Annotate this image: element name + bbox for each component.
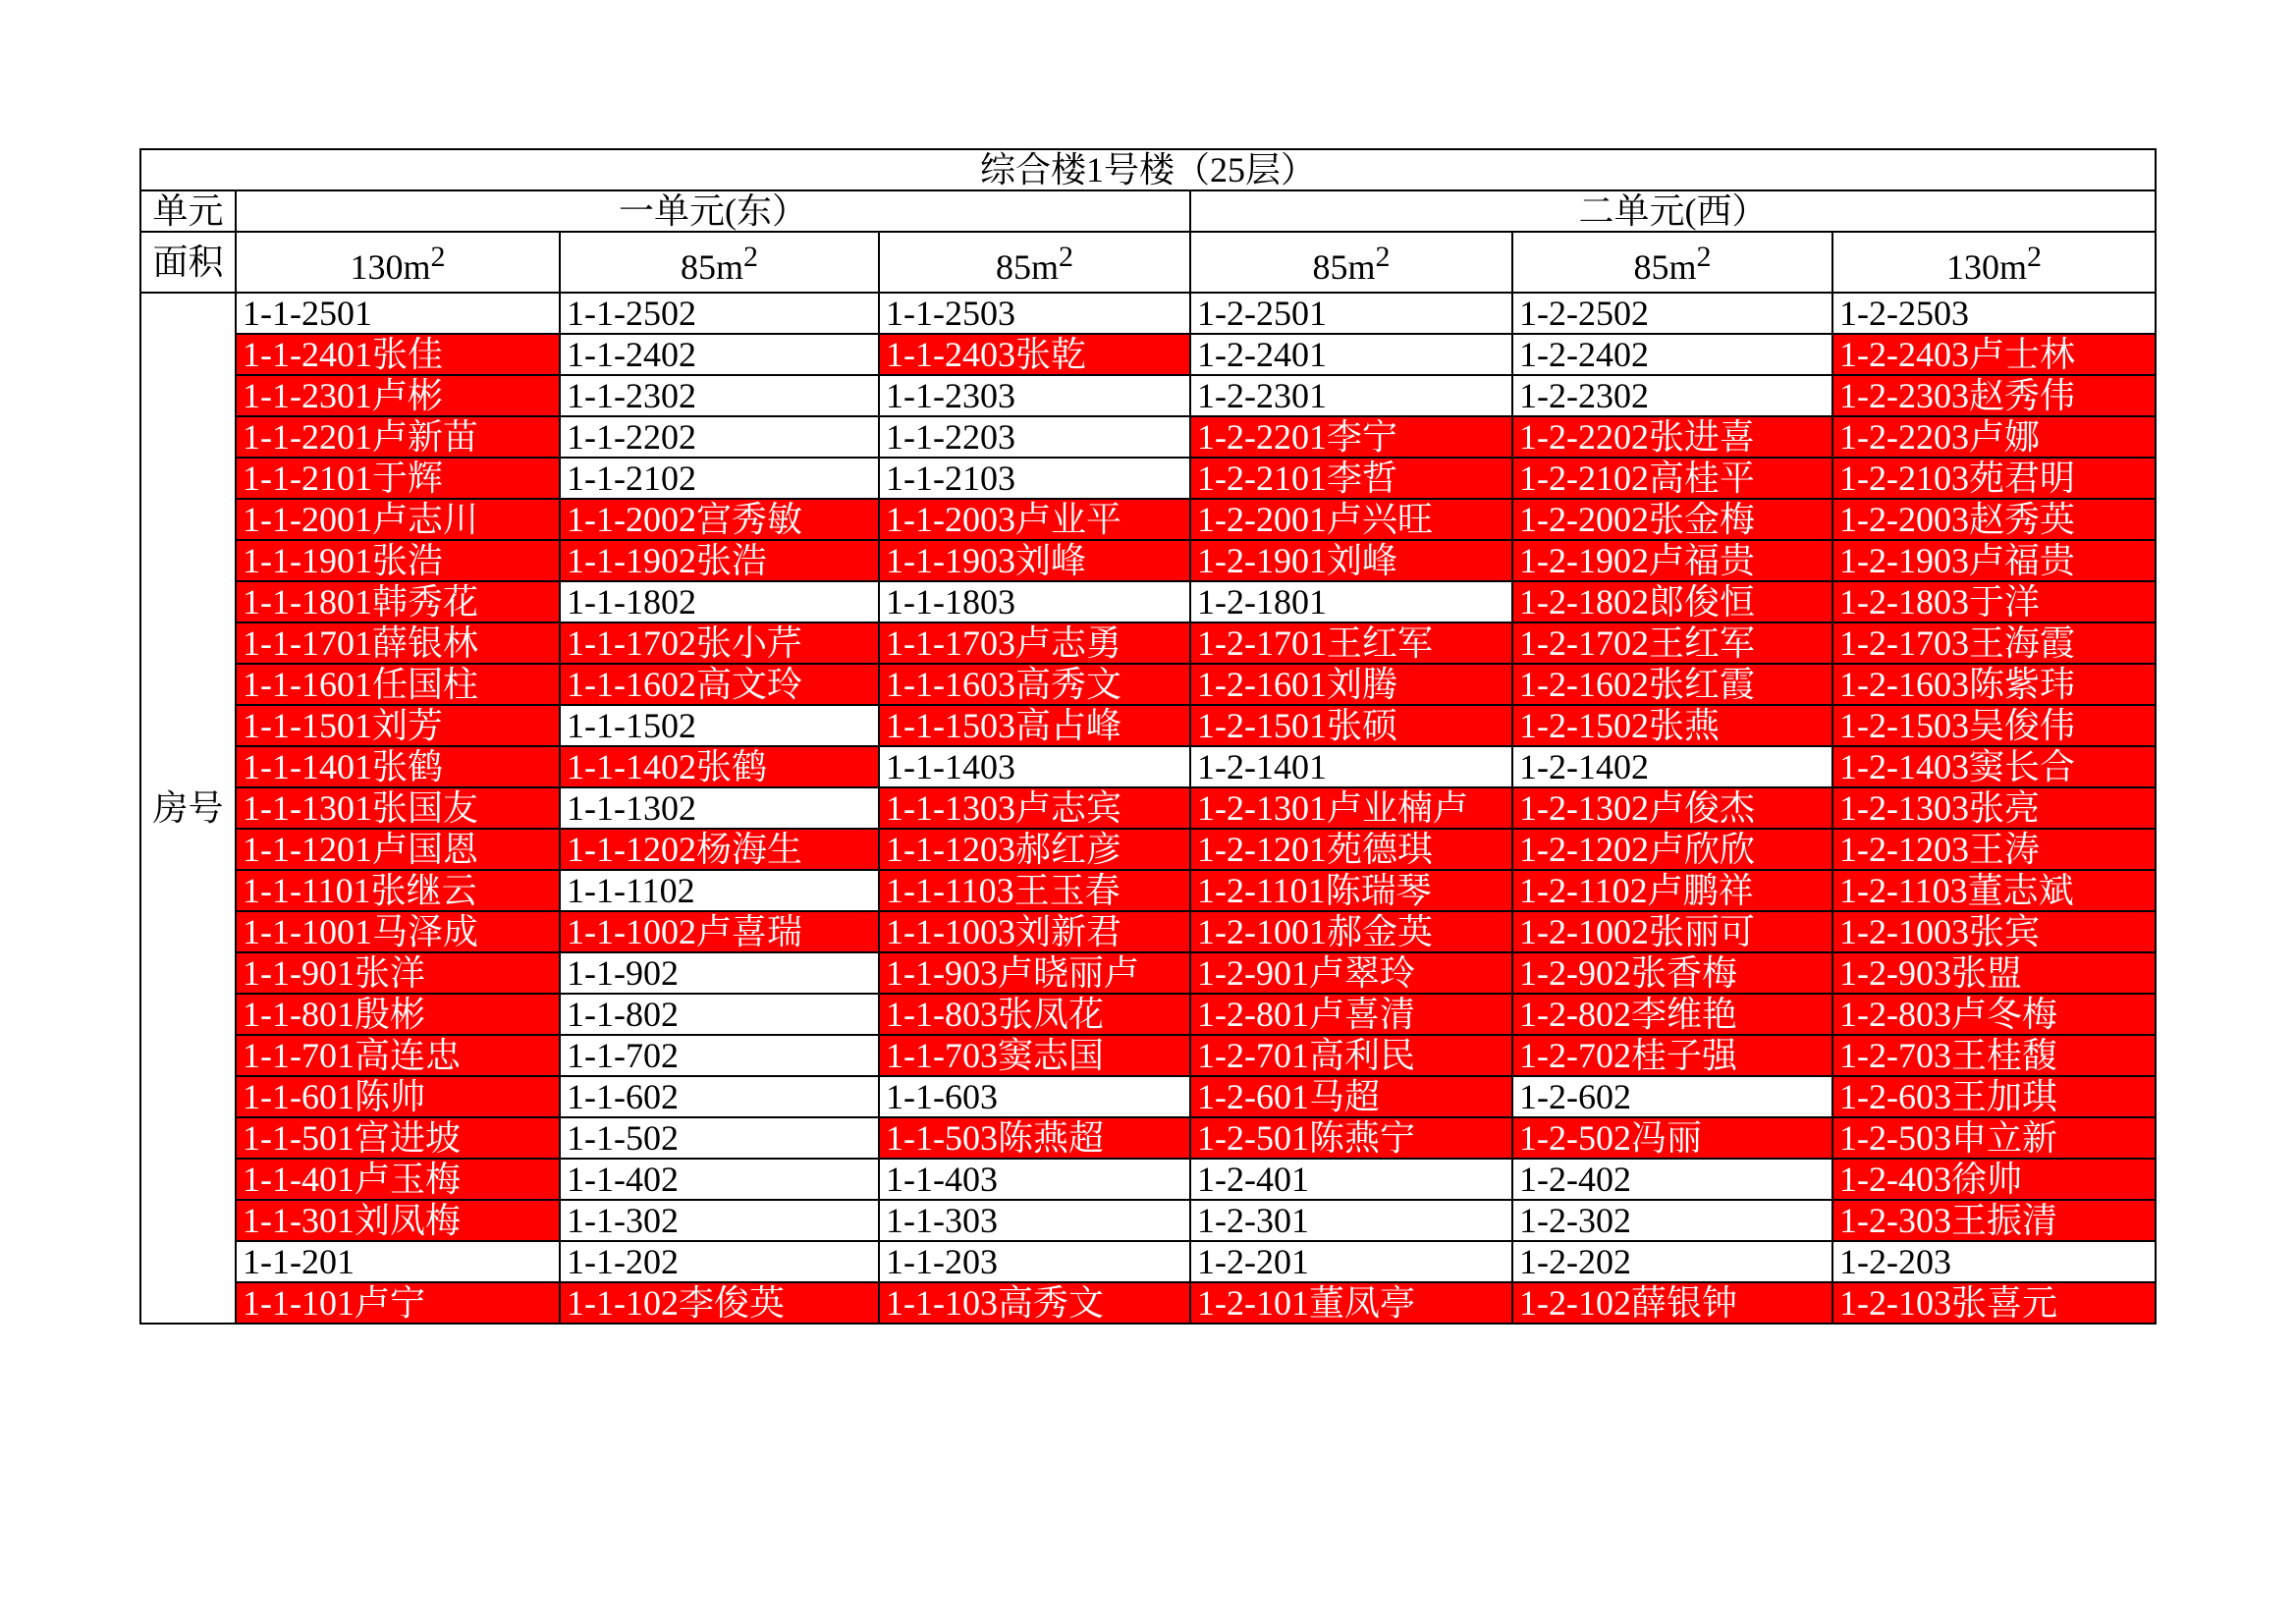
room-cell: 1-2-1201苑德琪: [1190, 829, 1512, 870]
room-cell: 1-2-1303张亮: [1832, 787, 2156, 829]
area-cell: [1190, 232, 1512, 293]
room-cell: 1-2-2103苑君明: [1832, 458, 2156, 499]
room-cell: 1-2-1101陈瑞琴: [1190, 870, 1512, 911]
room-cell: 1-1-2003卢业平: [879, 499, 1190, 540]
room-cell: 1-2-2501: [1190, 293, 1512, 334]
room-cell: 1-1-1801韩秀花: [236, 581, 560, 622]
room-cell: 1-2-802李维艳: [1512, 994, 1832, 1035]
area-exponent: 2: [1059, 241, 1073, 273]
room-row: [140, 375, 2156, 416]
room-cell: 1-2-2303赵秀伟: [1832, 375, 2156, 416]
area-value: 130: [1946, 247, 1999, 287]
area-value: 85: [995, 247, 1031, 287]
room-cell: 1-1-1603高秀文: [879, 664, 1190, 705]
room-cell: 1-1-2203: [879, 416, 1190, 458]
room-cell: 1-2-101董凤亭: [1190, 1282, 1512, 1324]
room-row: [140, 540, 2156, 581]
room-cell: 1-1-1903刘峰: [879, 540, 1190, 581]
room-row: [140, 911, 2156, 952]
room-cell: 1-2-2203卢娜: [1832, 416, 2156, 458]
room-cell: 1-2-2201李宁: [1190, 416, 1512, 458]
room-row: [140, 1241, 2156, 1282]
room-cell: 1-2-2503: [1832, 293, 2156, 334]
room-cell: 1-2-2003赵秀英: [1832, 499, 2156, 540]
room-cell: 1-2-801卢喜清: [1190, 994, 1512, 1035]
room-row: [140, 416, 2156, 458]
room-cell: 1-2-103张喜元: [1832, 1282, 2156, 1324]
room-cell: 1-1-102李俊英: [560, 1282, 879, 1324]
area-row: [140, 232, 2156, 293]
room-cell: 1-1-603: [879, 1076, 1190, 1117]
room-cell: 1-1-801殷彬: [236, 994, 560, 1035]
area-cell: [879, 232, 1190, 293]
room-cell: 1-1-1202杨海生: [560, 829, 879, 870]
room-cell: 1-1-1401张鹤: [236, 746, 560, 787]
room-row: [140, 705, 2156, 746]
room-row: [140, 1282, 2156, 1324]
room-cell: 1-2-701高利民: [1190, 1035, 1512, 1076]
room-row: [140, 293, 2156, 334]
room-cell: 1-2-502冯丽: [1512, 1117, 1832, 1159]
room-cell: 1-2-1202卢欣欣: [1512, 829, 1832, 870]
room-cell: 1-1-701高连忠: [236, 1035, 560, 1076]
room-cell: 1-2-601马超: [1190, 1076, 1512, 1117]
room-cell: 1-2-1401: [1190, 746, 1512, 787]
room-cell: 1-2-1902卢福贵: [1512, 540, 1832, 581]
room-cell: 1-1-702: [560, 1035, 879, 1076]
room-cell: 1-2-303王振清: [1832, 1200, 2156, 1241]
room-cell: 1-1-401卢玉梅: [236, 1159, 560, 1200]
room-row: [140, 870, 2156, 911]
room-cell: 1-1-2103: [879, 458, 1190, 499]
room-row: [140, 499, 2156, 540]
room-cell: 1-2-702桂子强: [1512, 1035, 1832, 1076]
room-cell: 1-2-703王桂馥: [1832, 1035, 2156, 1076]
room-cell: 1-2-1503吴俊伟: [1832, 705, 2156, 746]
room-cell: 1-2-202: [1512, 1241, 1832, 1282]
area-cell: [1832, 232, 2156, 293]
room-cell: 1-1-303: [879, 1200, 1190, 1241]
room-cell: 1-1-602: [560, 1076, 879, 1117]
room-cell: 1-1-502: [560, 1117, 879, 1159]
room-cell: 1-1-1602高文玲: [560, 664, 879, 705]
room-cell: 1-1-1003刘新君: [879, 911, 1190, 952]
room-row: [140, 746, 2156, 787]
room-cell: 1-1-1701薛银林: [236, 622, 560, 664]
room-cell: 1-1-202: [560, 1241, 879, 1282]
room-cell: 1-2-1802郎俊恒: [1512, 581, 1832, 622]
area-exponent: 2: [430, 241, 446, 273]
room-cell: 1-1-1102: [560, 870, 879, 911]
room-cell: 1-1-2502: [560, 293, 879, 334]
room-cell: 1-1-2402: [560, 334, 879, 375]
room-cell: 1-1-1201卢国恩: [236, 829, 560, 870]
room-cell: 1-1-1303卢志宾: [879, 787, 1190, 829]
room-cell: 1-2-2403卢士林: [1832, 334, 2156, 375]
room-cell: 1-1-2501: [236, 293, 560, 334]
room-cell: 1-1-503陈燕超: [879, 1117, 1190, 1159]
area-cell: [1512, 232, 1832, 293]
room-cell: 1-1-402: [560, 1159, 879, 1200]
room-cell: 1-1-1501刘芳: [236, 705, 560, 746]
room-cell: 1-1-2202: [560, 416, 879, 458]
room-cell: 1-1-901张洋: [236, 952, 560, 994]
area-cell: [236, 232, 560, 293]
room-cell: 1-2-1602张红霞: [1512, 664, 1832, 705]
room-cell: 1-2-203: [1832, 1241, 2156, 1282]
unit-row: [140, 190, 2156, 232]
room-cell: 1-2-901卢翠玲: [1190, 952, 1512, 994]
room-cell: 1-2-2301: [1190, 375, 1512, 416]
room-row: [140, 622, 2156, 664]
room-cell: 1-2-1001郝金英: [1190, 911, 1512, 952]
room-cell: 1-2-1003张宾: [1832, 911, 2156, 952]
area-cell: [560, 232, 879, 293]
room-cell: 1-2-2502: [1512, 293, 1832, 334]
room-row: [140, 1117, 2156, 1159]
area-unit: m: [715, 247, 743, 287]
room-cell: 1-2-603王加琪: [1832, 1076, 2156, 1117]
room-cell: 1-2-403徐帅: [1832, 1159, 2156, 1200]
room-cell: 1-1-201: [236, 1241, 560, 1282]
room-row: [140, 1035, 2156, 1076]
room-cell: 1-1-203: [879, 1241, 1190, 1282]
room-cell: 1-1-903卢晓丽卢: [879, 952, 1190, 994]
area-value: 85: [680, 247, 716, 287]
area-exponent: 2: [743, 241, 758, 273]
room-cell: 1-2-1803于洋: [1832, 581, 2156, 622]
room-cell: 1-1-2201卢新苗: [236, 416, 560, 458]
room-cell: 1-1-2403张乾: [879, 334, 1190, 375]
room-cell: 1-1-1302: [560, 787, 879, 829]
room-cell: 1-2-401: [1190, 1159, 1512, 1200]
room-cell: 1-2-2001卢兴旺: [1190, 499, 1512, 540]
room-cell: 1-1-103高秀文: [879, 1282, 1190, 1324]
area-value: 130: [350, 247, 404, 287]
room-cell: 1-1-501宫进坡: [236, 1117, 560, 1159]
room-cell: 1-1-803张凤花: [879, 994, 1190, 1035]
area-label: 面积: [140, 232, 236, 293]
area-value: 85: [1312, 247, 1348, 287]
room-cell: 1-2-1501张硕: [1190, 705, 1512, 746]
room-row: [140, 458, 2156, 499]
room-row: [140, 994, 2156, 1035]
room-cell: 1-2-1502张燕: [1512, 705, 1832, 746]
room-cell: 1-2-1903卢福贵: [1832, 540, 2156, 581]
room-cell: 1-2-402: [1512, 1159, 1832, 1200]
room-cell: 1-2-1901刘峰: [1190, 540, 1512, 581]
room-cell: 1-2-301: [1190, 1200, 1512, 1241]
area-exponent: 2: [1375, 241, 1391, 273]
room-cell: 1-1-2001卢志川: [236, 499, 560, 540]
room-cell: 1-2-2401: [1190, 334, 1512, 375]
area-unit: m: [1030, 247, 1059, 287]
unit-1-header: 一单元(东）: [236, 190, 1190, 232]
room-row: [140, 1076, 2156, 1117]
room-cell: 1-2-2302: [1512, 375, 1832, 416]
room-cell: 1-1-1502: [560, 705, 879, 746]
room-cell: 1-2-1702王红军: [1512, 622, 1832, 664]
area-value: 85: [1633, 247, 1669, 287]
room-cell: 1-2-1103董志斌: [1832, 870, 2156, 911]
room-cell: 1-1-2401张佳: [236, 334, 560, 375]
room-number-label: 房号: [140, 293, 236, 1324]
room-cell: 1-1-1101张继云: [236, 870, 560, 911]
room-cell: 1-1-1901张浩: [236, 540, 560, 581]
room-cell: 1-2-803卢冬梅: [1832, 994, 2156, 1035]
room-row: [140, 1159, 2156, 1200]
room-cell: 1-1-101卢宁: [236, 1282, 560, 1324]
room-cell: 1-1-1301张国友: [236, 787, 560, 829]
room-cell: 1-2-1403窦长合: [1832, 746, 2156, 787]
room-cell: 1-1-1702张小芹: [560, 622, 879, 664]
title-row: [140, 149, 2156, 190]
area-unit: m: [1347, 247, 1376, 287]
area-unit: m: [1999, 247, 2028, 287]
room-cell: 1-2-1402: [1512, 746, 1832, 787]
room-row: [140, 581, 2156, 622]
area-unit: m: [403, 247, 431, 287]
room-cell: 1-1-1503高占峰: [879, 705, 1190, 746]
room-cell: 1-2-1203王涛: [1832, 829, 2156, 870]
room-cell: 1-1-703窦志国: [879, 1035, 1190, 1076]
room-cell: 1-1-1403: [879, 746, 1190, 787]
room-cell: 1-1-1001马泽成: [236, 911, 560, 952]
room-cell: 1-2-1801: [1190, 581, 1512, 622]
room-cell: 1-2-1002张丽可: [1512, 911, 1832, 952]
area-exponent: 2: [1696, 241, 1712, 273]
room-cell: 1-2-2101李哲: [1190, 458, 1512, 499]
room-cell: 1-2-2002张金梅: [1512, 499, 1832, 540]
room-cell: 1-1-1803: [879, 581, 1190, 622]
room-cell: 1-2-1603陈紫玮: [1832, 664, 2156, 705]
room-cell: 1-2-503申立新: [1832, 1117, 2156, 1159]
room-cell: 1-1-2302: [560, 375, 879, 416]
unit-label: 单元: [140, 190, 236, 232]
room-cell: 1-1-1002卢喜瑞: [560, 911, 879, 952]
room-cell: 1-1-403: [879, 1159, 1190, 1200]
room-cell: 1-2-1302卢俊杰: [1512, 787, 1832, 829]
room-row: [140, 334, 2156, 375]
room-row: [140, 664, 2156, 705]
room-cell: 1-1-902: [560, 952, 879, 994]
room-row: [140, 829, 2156, 870]
room-cell: 1-1-2503: [879, 293, 1190, 334]
room-cell: 1-1-302: [560, 1200, 879, 1241]
room-cell: 1-1-2303: [879, 375, 1190, 416]
room-cell: 1-1-2102: [560, 458, 879, 499]
room-cell: 1-2-1102卢鹏祥: [1512, 870, 1832, 911]
room-cell: 1-2-2102高桂平: [1512, 458, 1832, 499]
room-cell: 1-1-802: [560, 994, 879, 1035]
area-unit: m: [1668, 247, 1697, 287]
room-cell: 1-2-2402: [1512, 334, 1832, 375]
room-cell: 1-2-201: [1190, 1241, 1512, 1282]
room-cell: 1-2-602: [1512, 1076, 1832, 1117]
room-cell: 1-1-1802: [560, 581, 879, 622]
room-cell: 1-1-301刘凤梅: [236, 1200, 560, 1241]
room-cell: 1-1-601陈帅: [236, 1076, 560, 1117]
room-cell: 1-1-1902张浩: [560, 540, 879, 581]
room-row: [140, 1200, 2156, 1241]
room-row: [140, 952, 2156, 994]
sheet-title: 综合楼1号楼（25层）: [140, 149, 2156, 190]
room-cell: 1-2-2202张进喜: [1512, 416, 1832, 458]
room-cell: 1-1-2002宫秀敏: [560, 499, 879, 540]
room-cell: 1-1-1103王玉春: [879, 870, 1190, 911]
room-allocation-table: [139, 148, 2157, 1325]
room-cell: 1-2-1601刘腾: [1190, 664, 1512, 705]
room-cell: 1-2-902张香梅: [1512, 952, 1832, 994]
room-row: [140, 787, 2156, 829]
area-exponent: 2: [2027, 241, 2043, 273]
room-cell: 1-2-302: [1512, 1200, 1832, 1241]
room-cell: 1-1-1402张鹤: [560, 746, 879, 787]
room-cell: 1-1-2101于辉: [236, 458, 560, 499]
room-cell: 1-2-501陈燕宁: [1190, 1117, 1512, 1159]
unit-2-header: 二单元(西）: [1190, 190, 2156, 232]
room-cell: 1-1-2301卢彬: [236, 375, 560, 416]
room-cell: 1-2-903张盟: [1832, 952, 2156, 994]
room-cell: 1-1-1601任国柱: [236, 664, 560, 705]
room-cell: 1-2-1703王海霞: [1832, 622, 2156, 664]
room-cell: 1-1-1203郝红彦: [879, 829, 1190, 870]
room-cell: 1-1-1703卢志勇: [879, 622, 1190, 664]
room-cell: 1-2-102薛银钟: [1512, 1282, 1832, 1324]
room-cell: 1-2-1301卢业楠卢: [1190, 787, 1512, 829]
room-cell: 1-2-1701王红军: [1190, 622, 1512, 664]
